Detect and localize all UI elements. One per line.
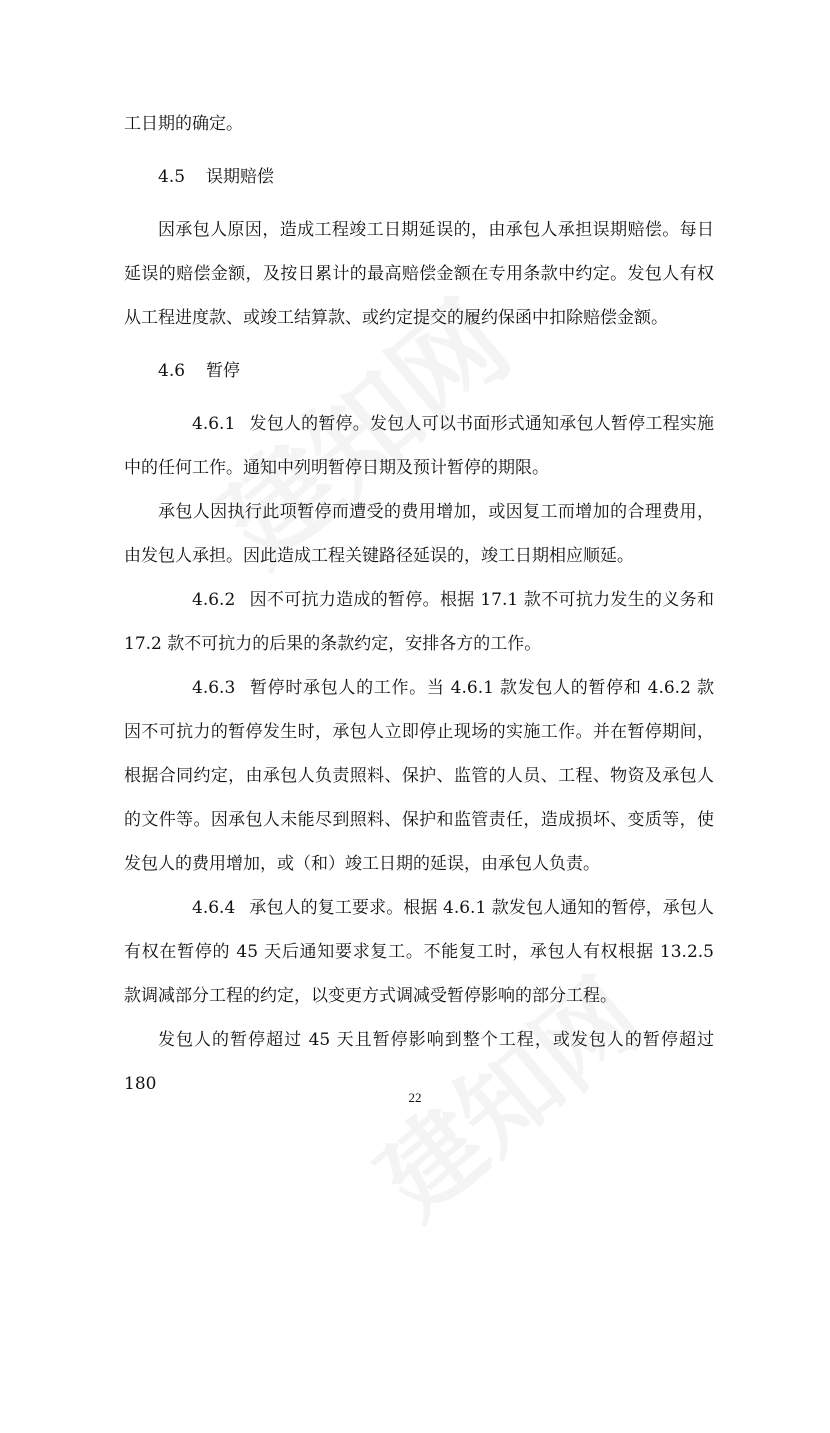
clause-number: 4.6.4 [192, 898, 236, 918]
clause-text: 因不可抗力造成的暂停。根据 17.1 款不可抗力发生的义务和 17.2 款不可抗力的后果的条款约定，安排各方的工作。 [124, 590, 714, 654]
document-body [124, 102, 714, 1106]
clause-number: 4.6.2 [192, 590, 236, 610]
clause-4-6-2 [124, 578, 714, 666]
page-number: 22 [408, 1090, 422, 1105]
paragraph: 工日期的确定。 [124, 114, 243, 134]
clause-text: 暂停时承包人的工作。当 4.6.1 款发包人的暂停和 4.6.2 款因不可抗力的暂停发生时，承包人立即停止现场的实施工作。并在暂停期间，根据合同约定，由承包人负责照料、保护、监管的人员、工程、物资及承包人的文件等。因承包人未能尽到照料、保护和监管责任，造成损坏、变质等，使发包人的费用增加，或（和）竣工日期的延误，由承包人负责。 [124, 678, 714, 874]
clause-text: 发包人的暂停。发包人可以书面形式通知承包人暂停工程实施中的任何工作。通知中列明暂停日期及预计暂停的期限。 [124, 414, 714, 478]
paragraph: 因承包人原因，造成工程竣工日期延误的，由承包人承担误期赔偿。每日延误的赔偿金额，及按日累计的最高赔偿金额在专用条款中约定。发包人有权从工程进度款、或竣工结算款、或约定提交的履约保函中扣除赔偿金额。 [124, 220, 714, 328]
section-heading-4-6 [124, 349, 714, 393]
section-title: 暂停 [206, 361, 240, 381]
clause-4-6-3 [124, 666, 714, 886]
section-heading-4-5 [124, 155, 714, 199]
section-number: 4.6 [158, 361, 186, 381]
paragraph: 发包人的暂停超过 45 天且暂停影响到整个工程，或发包人的暂停超过 180 [124, 1030, 714, 1094]
clause-number: 4.6.3 [192, 678, 236, 698]
paragraph: 承包人因执行此项暂停而遭受的费用增加，或因复工而增加的合理费用，由发包人承担。因此造成工程关键路径延误的，竣工日期相应顺延。 [124, 502, 714, 566]
section-title: 误期赔偿 [206, 167, 274, 187]
clause-4-6-4 [124, 886, 714, 1018]
clause-4-6-1 [124, 402, 714, 490]
section-number: 4.5 [158, 167, 186, 187]
clause-text: 承包人的复工要求。根据 4.6.1 款发包人通知的暂停，承包人有权在暂停的 45 天后通知要求复工。不能复工时，承包人有权根据 13.2.5 款调减部分工程的约定，以变更方式调减受暂停影响的部分工程。 [124, 898, 714, 1006]
clause-number: 4.6.1 [192, 414, 236, 434]
